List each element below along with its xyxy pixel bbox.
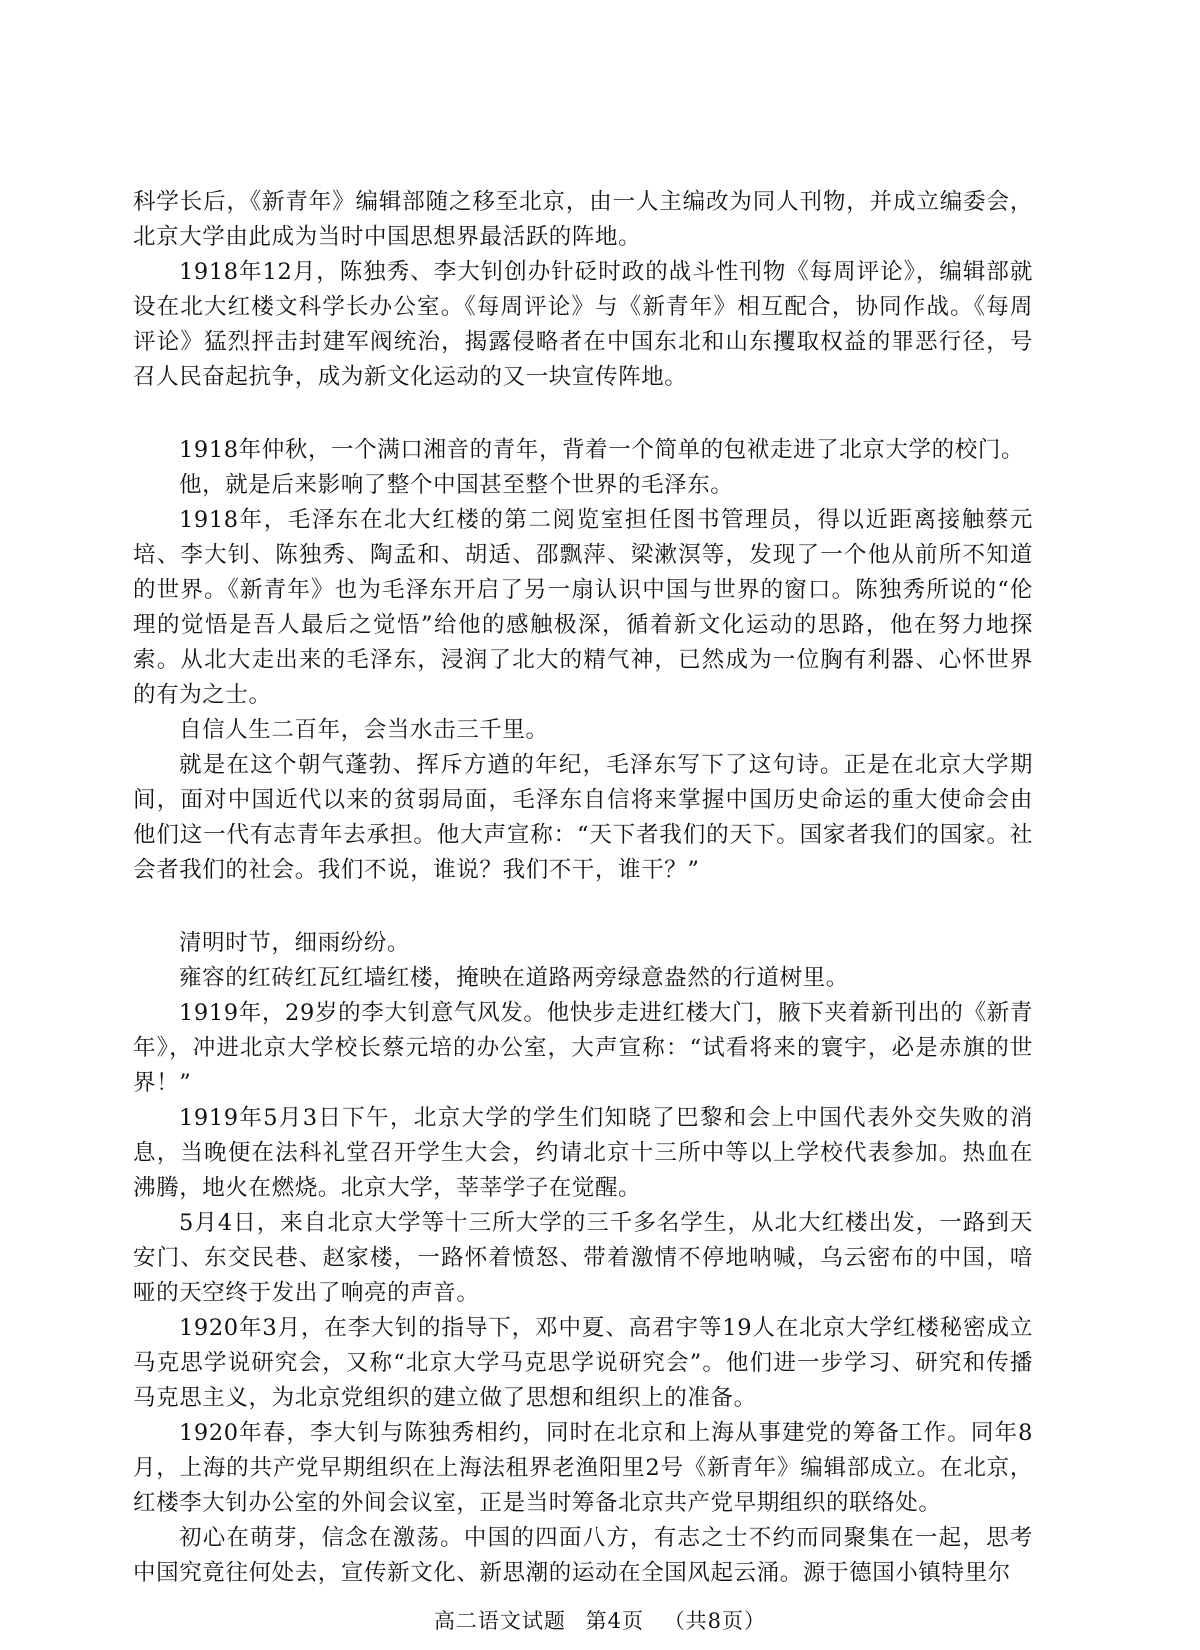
article-body — [133, 185, 1033, 1591]
paragraph: 他，就是后来影响了整个中国甚至整个世界的毛泽东。 — [179, 472, 734, 498]
exam-title: 高二语文试题 — [433, 1609, 566, 1633]
paragraph: 雍容的红砖红瓦红墙红楼，掩映在道路两旁绿意盎然的行道树里。 — [179, 965, 849, 991]
paragraph: 1919年，29岁的李大钊意气风发。他快步走进红楼大门，腋下夹着新刊出的《新青年》，冲进北京大学校长蔡元培的办公室，大声宣称：“试看将来的寰宇，必是赤旗的世界！” — [133, 1000, 1033, 1096]
page-number: 第4页 — [585, 1609, 644, 1633]
paragraph: 初心在萌芽，信念在激荡。中国的四面八方，有志之士不约而同聚集在一起，思考中国究竟往何处去，宣传新文化、新思潮的运动在全国风起云涌。源于德国小镇特里尔 — [133, 1525, 1033, 1586]
paragraph: 1918年12月，陈独秀、李大钊创办针砭时政的战斗性刊物《每周评论》，编辑部就设在北大红楼文科学长办公室。《每周评论》与《新青年》相互配合，协同作战。《每周评论》猛烈抨击封建军阀统治，揭露侵略者在中国东北和山东攫取权益的罪恶行径，号召人民奋起抗争，成为新文化运动的又一块宣传阵地。 — [133, 259, 1033, 390]
paragraph: 1919年5月3日下午，北京大学的学生们知晓了巴黎和会上中国代表外交失败的消息，当晚便在法科礼堂召开学生大会，约请北京十三所中等以上学校代表参加。热血在沸腾，地火在燃烧。北京大学，莘莘学子在觉醒。 — [133, 1105, 1033, 1201]
paragraph: 1918年，毛泽东在北大红楼的第二阅览室担任图书管理员，得以近距离接触蔡元培、李大钊、陈独秀、陶孟和、胡适、邵飘萍、梁漱溟等，发现了一个他从前所不知道的世界。《新青年》也为毛泽东开启了另一扇认识中国与世界的窗口。陈独秀所说的“伦理的觉悟是吾人最后之觉悟”给他的感触极深，循着新文化运动的思路，他在努力地探索。从北大走出来的毛泽东，浸润了北大的精气神，已然成为一位胸有利器、心怀世界的有为之士。 — [133, 507, 1033, 708]
page-footer — [0, 1605, 1200, 1635]
paragraph: 清明时节，细雨纷纷。 — [179, 930, 411, 956]
paragraph: 1920年3月，在李大钊的指导下，邓中夏、高君宇等19人在北京大学红楼秘密成立马克思学说研究会，又称“北京大学马克思学说研究会”。他们进一步学习、研究和传播马克思主义，为北京党组织的建立做了思想和组织上的准备。 — [133, 1315, 1033, 1411]
paragraph: 5月4日，来自北京大学等十三所大学的三千多名学生，从北大红楼出发，一路到天安门、东交民巷、赵家楼，一路怀着愤怒、带着激情不停地呐喊，乌云密布的中国，喑哑的天空终于发出了响亮的声音。 — [133, 1210, 1033, 1306]
poem-line: 自信人生二百年，会当水击三千里。 — [179, 717, 549, 743]
page-total: （共8页） — [663, 1609, 767, 1633]
paragraph: 1918年仲秋，一个满口湘音的青年，背着一个简单的包袱走进了北京大学的校门。 — [179, 437, 1025, 463]
paragraph: 科学长后，《新青年》编辑部随之移至北京，由一人主编改为同人刊物，并成立编委会，北京大学由此成为当时中国思想界最活跃的阵地。 — [133, 189, 1033, 250]
paragraph: 就是在这个朝气蓬勃、挥斥方遒的年纪，毛泽东写下了这句诗。正是在北京大学期间，面对中国近代以来的贫弱局面，毛泽东自信将来掌握中国历史命运的重大使命会由他们这一代有志青年去承担。他大声宣称：“天下者我们的天下。国家者我们的国家。社会者我们的社会。我们不说，谁说？我们不干，谁干？” — [133, 752, 1033, 883]
paragraph: 1920年春，李大钊与陈独秀相约，同时在北京和上海从事建党的筹备工作。同年8月，上海的共产党早期组织在上海法租界老渔阳里2号《新青年》编辑部成立。在北京，红楼李大钊办公室的外间会议室，正是当时筹备北京共产党早期组织的联络处。 — [133, 1420, 1033, 1516]
